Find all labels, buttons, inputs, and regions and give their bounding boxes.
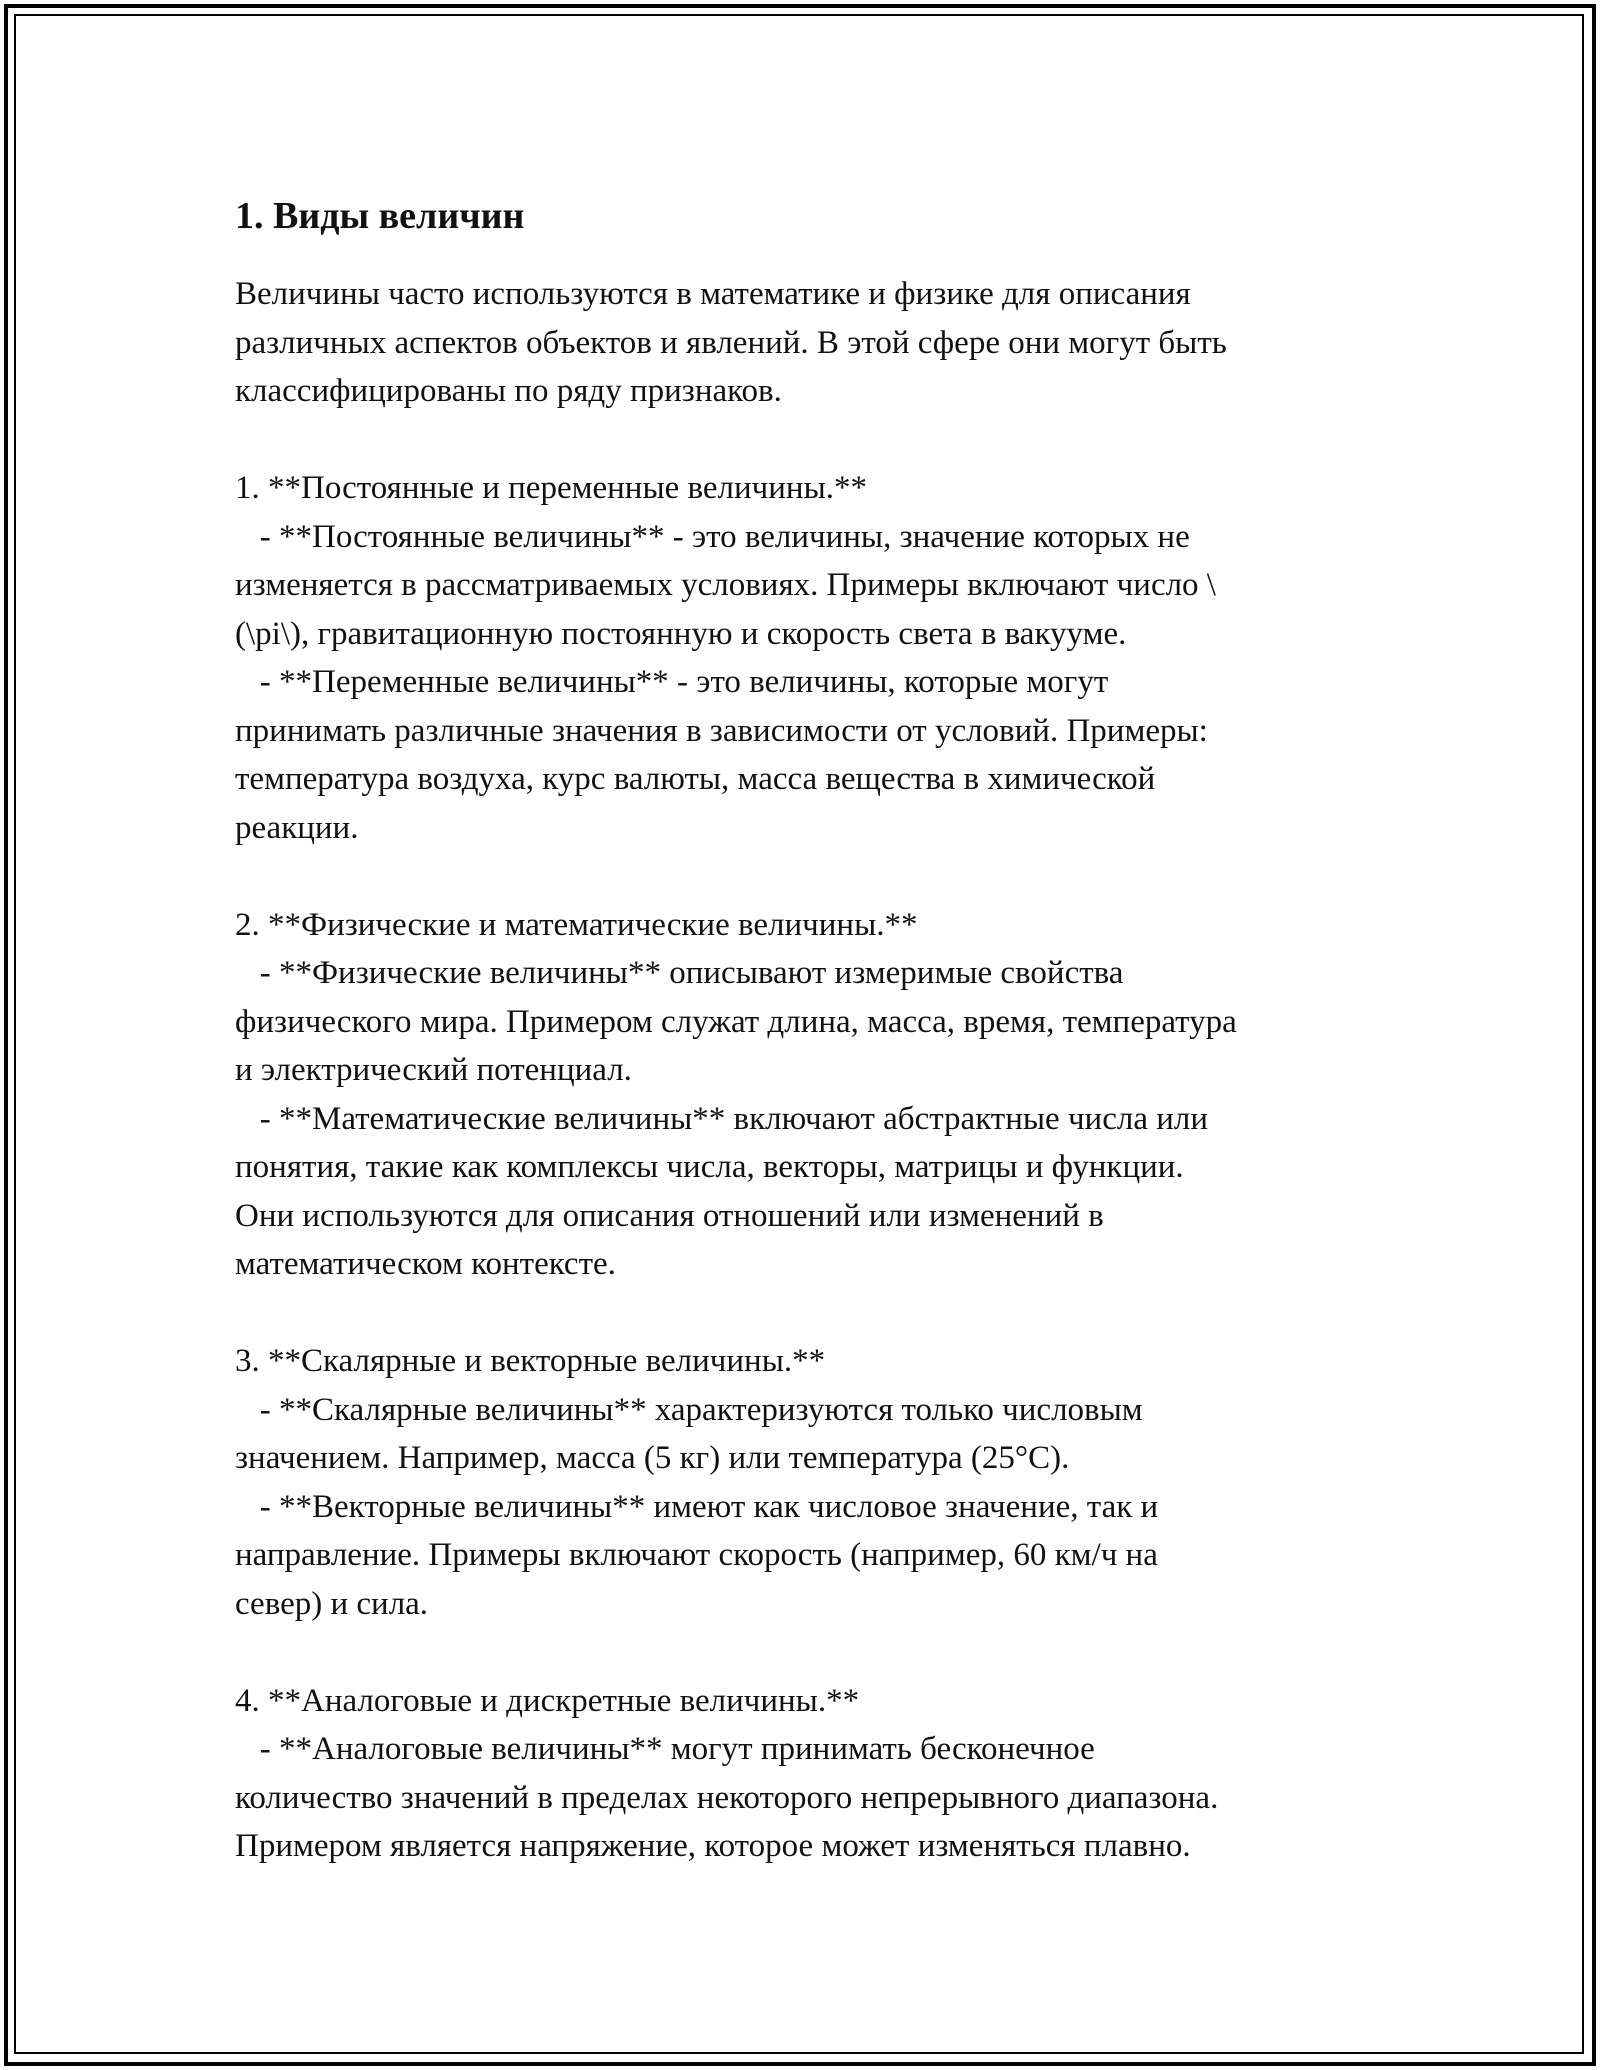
section-analog-discrete: 4. **Аналоговые и дискретные величины.** - **Аналоговые величины** могут принимать бесконечное количество значений в пределах некоторого непрерывного диапазона. Примером является напряжение, которое может изменяться плавно. [235,1682,1219,1864]
document-body [235,188,1375,1871]
section-physical-mathematical: 2. **Физические и математические величины.** - **Физические величины** описывают измеримые свойства физического мира. Примером служат длина, масса, время, температура и электрический потенциал. - **Математические величины** включают абстрактные числа или понятия, такие как комплексы числа, векторы, матрицы и функции. Они используются для описания отношений или изменений в математическом контексте. [235,906,1237,1282]
section-constant-variable: 1. **Постоянные и переменные величины.** - **Постоянные величины** - это величины, значение которых не изменяется в рассматриваемых условиях. Примеры включают число \ (\pi\), гравитационную постоянную и скорость света в вакууме. - **Переменные величины** - это величины, которые могут принимать различные значения в зависимости от условий. Примеры: температура воздуха, курс валюты, масса вещества в химической реакции. [235,470,1216,846]
document-title: 1. Виды величин [235,195,525,237]
section-scalar-vector: 3. **Скалярные и векторные величины.** - **Скалярные величины** характеризуются только числовым значением. Например, масса (5 кг) или температура (25°C). - **Векторные величины** имеют как числовое значение, так и направление. Примеры включают скорость (например, 60 км/ч на север) и сила. [235,1343,1159,1622]
intro-paragraph: Величины часто используются в математике и физике для описания различных аспектов объектов и явлений. В этой сфере они могут быть классифицированы по ряду признаков. [235,276,1227,409]
